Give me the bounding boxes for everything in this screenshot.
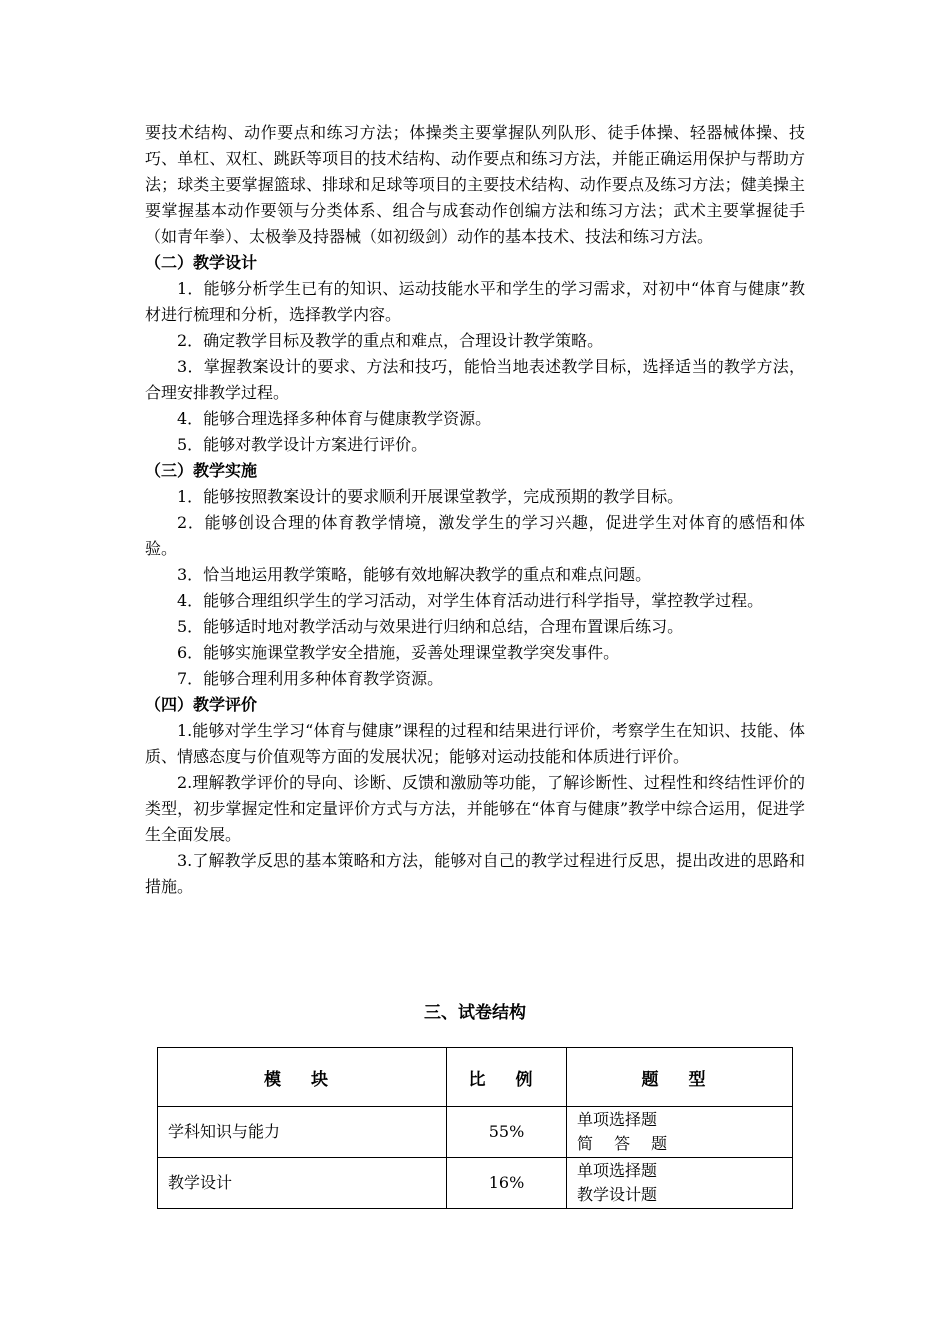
- table-row: [158, 1107, 793, 1158]
- cell-module: 学科知识与能力: [158, 1107, 447, 1158]
- design-item-5: 5．能够对教学设计方案进行评价。: [177, 435, 428, 454]
- exam-structure-title: 三、试卷结构: [424, 1003, 526, 1023]
- continuation-paragraph: 要技术结构、动作要点和练习方法；体操类主要掌握队列队形、徒手体操、轻器械体操、技巧、单杠、双杠、跳跃等项目的技术结构、动作要点和练习方法，并能正确运用保护与帮助方法；球类主要掌握篮球、排球和足球等项目的主要技术结构、动作要点及练习方法；健美操主要掌握基本动作要领与分类体系、组合与成套动作创编方法和练习方法；武术主要掌握徒手（如青年拳）、太极拳及持器械（如初级剑）动作的基本技术、技法和练习方法。: [145, 123, 805, 246]
- table-header-row: [158, 1048, 793, 1107]
- section-heading-design: （二）教学设计: [145, 253, 258, 272]
- type-line: 教学设计题: [577, 1185, 658, 1204]
- cell-module: 教学设计: [158, 1158, 447, 1209]
- type-line: 简 答 题: [577, 1134, 676, 1153]
- implementation-item-7: 7．能够合理利用多种体育教学资源。: [177, 669, 444, 688]
- header-module: 模 块: [158, 1048, 447, 1107]
- implementation-item-6: 6．能够实施课堂教学安全措施，妥善处理课堂教学突发事件。: [177, 643, 620, 662]
- header-ratio: 比 例: [447, 1048, 567, 1107]
- evaluation-item-1: 1.能够对学生学习“体育与健康”课程的过程和结果进行评价，考察学生在知识、技能、体质、情感态度与价值观等方面的发展状况；能够对运动技能和体质进行评价。: [145, 721, 805, 766]
- type-line: 单项选择题: [577, 1110, 658, 1129]
- design-item-1: 1．能够分析学生已有的知识、运动技能水平和学生的学习需求，对初中“体育与健康”教材进行梳理和分析，选择教学内容。: [145, 279, 805, 324]
- cell-ratio: 16%: [447, 1158, 567, 1209]
- cell-types: [567, 1107, 793, 1158]
- design-item-2: 2．确定教学目标及教学的重点和难点，合理设计教学策略。: [177, 331, 604, 350]
- implementation-item-2: 2．能够创设合理的体育教学情境，激发学生的学习兴趣，促进学生对体育的感悟和体验。: [145, 513, 805, 558]
- design-item-3: 3．掌握教案设计的要求、方法和技巧，能恰当地表述教学目标，选择适当的教学方法，合理安排教学过程。: [145, 357, 805, 402]
- cell-types: [567, 1158, 793, 1209]
- implementation-item-1: 1．能够按照教案设计的要求顺利开展课堂教学，完成预期的教学目标。: [177, 487, 684, 506]
- evaluation-item-2: 2.理解教学评价的导向、诊断、反馈和激励等功能，了解诊断性、过程性和终结性评价的类型，初步掌握定性和定量评价方式与方法，并能够在“体育与健康”教学中综合运用，促进学生全面发展。: [145, 773, 805, 844]
- type-line: 单项选择题: [577, 1161, 658, 1180]
- exam-structure-table: [157, 1047, 793, 1209]
- cell-ratio: 55%: [447, 1107, 567, 1158]
- section-heading-implementation: （三）教学实施: [145, 461, 258, 480]
- implementation-item-4: 4．能够合理组织学生的学习活动，对学生体育活动进行科学指导，掌控教学过程。: [177, 591, 764, 610]
- section-heading-evaluation: （四）教学评价: [145, 695, 258, 714]
- design-item-4: 4．能够合理选择多种体育与健康教学资源。: [177, 409, 492, 428]
- evaluation-item-3: 3.了解教学反思的基本策略和方法，能够对自己的教学过程进行反思，提出改进的思路和措施。: [145, 851, 805, 896]
- implementation-item-5: 5．能够适时地对教学活动与效果进行归纳和总结，合理布置课后练习。: [177, 617, 684, 636]
- table-row: [158, 1158, 793, 1209]
- header-type: 题 型: [567, 1048, 793, 1107]
- document-page: [145, 120, 805, 1204]
- implementation-item-3: 3．恰当地运用教学策略，能够有效地解决教学的重点和难点问题。: [177, 565, 652, 584]
